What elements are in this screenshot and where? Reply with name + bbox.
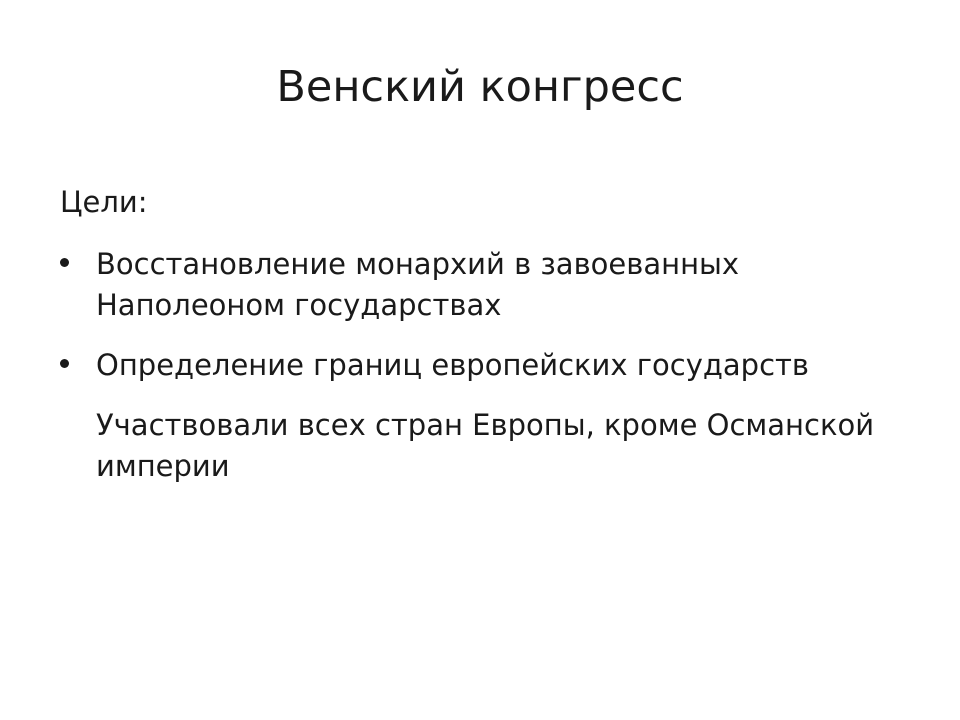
slide-title: Венский конгресс bbox=[276, 62, 684, 112]
goals-heading: Цели: bbox=[60, 185, 148, 219]
bullet-icon bbox=[60, 258, 69, 267]
bullet-icon bbox=[60, 359, 69, 368]
slide-body bbox=[60, 182, 900, 487]
bullet-text: Восстановление монархий в завоеванных Наполеоном государствах bbox=[96, 247, 740, 322]
list-item bbox=[60, 345, 900, 386]
goals-list bbox=[60, 244, 900, 386]
bullet-text: Определение границ европейских государств bbox=[96, 348, 810, 382]
participants-note: Участвовали всех стран Европы, кроме Османской империи bbox=[96, 408, 875, 483]
list-item bbox=[60, 244, 900, 326]
